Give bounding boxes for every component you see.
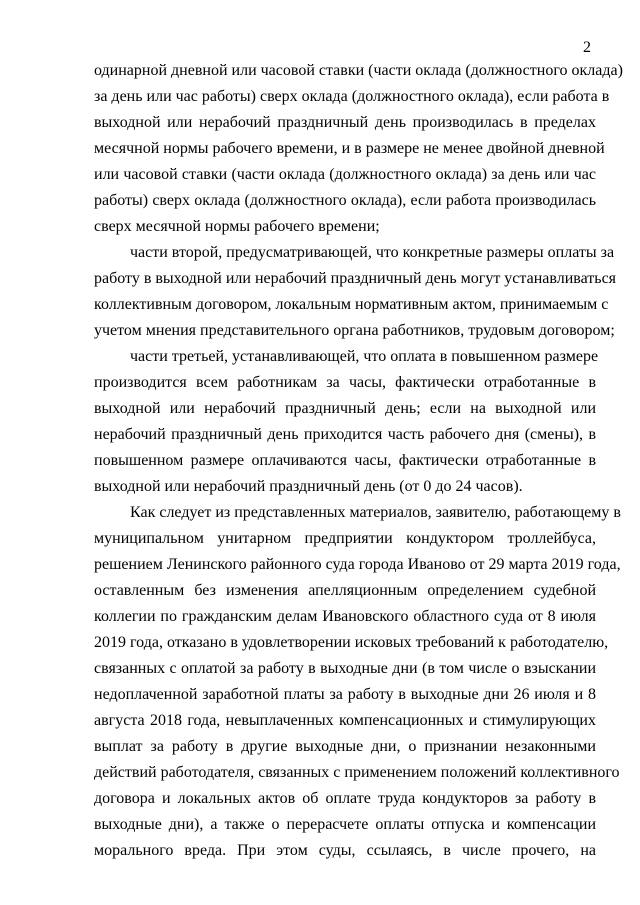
text-line: повышенном размере оплачиваются часы, фактически отработанные в: [94, 452, 596, 469]
text-line: договора и локальных актов об оплате труда кондукторов за работу в: [94, 790, 596, 807]
text-line: коллективным договором, локальным нормативным актом, принимаемым с: [94, 296, 609, 313]
text-line: или часовой ставки (части оклада (должностного оклада) за день или час: [94, 166, 596, 183]
text-line: 2019 года, отказано в удовлетворении исковых требований к работодателю,: [94, 634, 609, 651]
text-line: работы) сверх оклада (должностного оклада), если работа производилась: [94, 192, 596, 209]
text-line: выходной или нерабочий праздничный день; если на выходной или: [94, 400, 596, 417]
text-line: месячной нормы рабочего времени, и в размере не менее двойной дневной: [94, 140, 605, 157]
text-line: сверх месячной нормы рабочего времени;: [94, 218, 380, 235]
text-line: одинарной дневной или часовой ставки (части оклада (должностного оклада): [94, 62, 623, 79]
text-line: морального вреда. При этом суды, ссылаясь, в числе прочего, на: [94, 842, 596, 859]
text-line: связанных с оплатой за работу в выходные дни (в том числе о взыскании: [94, 660, 596, 677]
text-line: выходной или нерабочий праздничный день (от 0 до 24 часов).: [94, 478, 523, 495]
text-line: августа 2018 года, невыплаченных компенсационных и стимулирующих: [94, 712, 596, 729]
text-line: оставленным без изменения апелляционным определением судебной: [94, 582, 596, 599]
text-line: работу в выходной или нерабочий праздничный день могут устанавливаться: [94, 270, 617, 287]
text-line: части третьей, устанавливающей, что оплата в повышенном размере: [130, 348, 599, 365]
text-line: за день или час работы) сверх оклада (должностного оклада), если работа в: [94, 88, 610, 105]
text-line: действий работодателя, связанных с применением положений коллективного: [94, 764, 620, 781]
text-line: недоплаченной заработной платы за работу в выходные дни 26 июля и 8: [94, 686, 596, 703]
text-line: выходные дни), а также о перерасчете оплаты отпуска и компенсации: [94, 816, 596, 833]
page-number: 2: [583, 39, 591, 56]
text-line: коллегии по гражданским делам Ивановского областного суда от 8 июля: [94, 608, 596, 625]
text-line: решением Ленинского районного суда города Иваново от 29 марта 2019 года,: [94, 556, 621, 573]
text-line: нерабочий праздничный день приходится часть рабочего дня (смены), в: [94, 426, 596, 443]
text-line: части второй, предусматривающей, что конкретные размеры оплаты за: [130, 244, 615, 261]
text-line: учетом мнения представительного органа работников, трудовым договором;: [94, 322, 615, 339]
text-line: Как следует из представленных материалов, заявителю, работающему в: [130, 504, 621, 521]
text-line: выходной или нерабочий праздничный день производилась в пределах: [94, 114, 596, 131]
text-line: выплат за работу в другие выходные дни, о признании незаконными: [94, 738, 596, 755]
text-line: производится всем работникам за часы, фактически отработанные в: [94, 374, 596, 391]
text-line: муниципальном унитарном предприятии кондуктором троллейбуса,: [94, 530, 596, 547]
